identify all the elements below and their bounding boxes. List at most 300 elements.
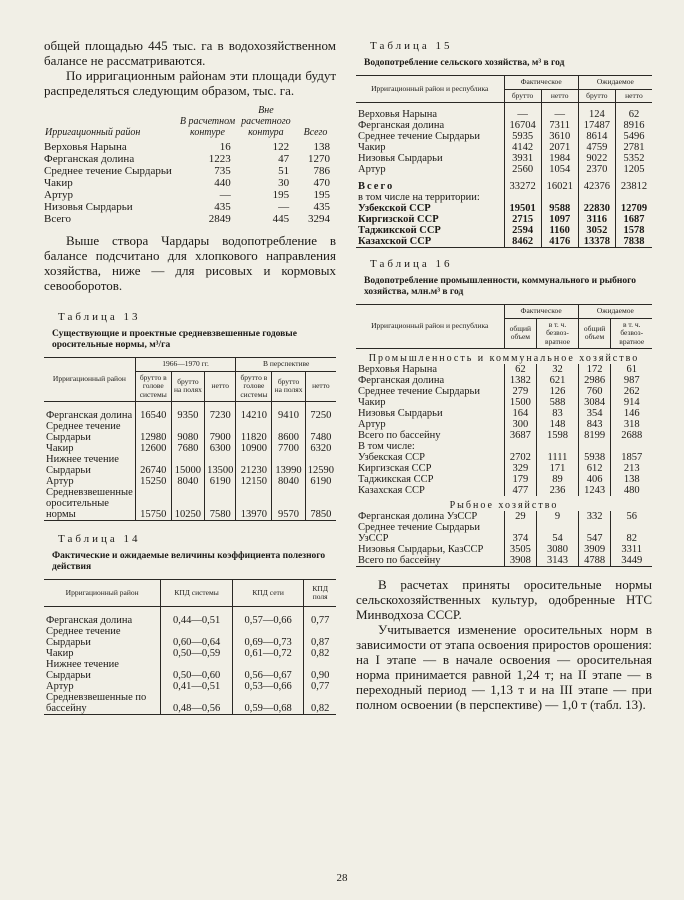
cell-value: 262 [611,386,652,397]
row-label: Киргизской ССР [358,214,439,225]
cell-value: 122 [272,141,290,153]
t14-col: КПД сети [232,580,304,607]
cell-value: 435 [214,201,231,213]
table-16 [356,304,652,567]
cell-value: 3311 [611,544,652,555]
row-label: Всего [44,213,71,225]
row-label: Всего [358,181,395,192]
cell-value: 1111 [537,452,579,463]
row-label: Ферганская долина [46,410,133,421]
cell-value: 0,77 [304,681,336,692]
t16-group-1: Фактическое [504,305,578,319]
cell-value: 9588 [541,203,578,214]
cell-value: 236 [537,485,579,496]
table-row [356,375,652,386]
cell-value: 7230 [205,402,236,422]
cell-value: 3505 [504,544,537,555]
cell-value: — [219,189,231,201]
table-row [356,419,652,430]
table-row [356,386,652,397]
cell-value: 17487 [578,120,615,131]
paragraph-3: Выше створа Чардары водопотребление в балансе подсчитано для хлопкового направления хозяйства, ниже — для рисовых и кормовых севооборотов. [44,233,336,293]
table-row [356,463,652,474]
row-label: Всего по бассейну [358,430,441,441]
table-row [44,201,336,213]
cell-value: 12150 [236,476,272,487]
cell-value: 15250 [135,476,171,487]
table-row [356,164,652,175]
cell-value: 47 [278,153,290,165]
cell-value: 62 [615,103,652,121]
cell-value: 16 [219,141,231,153]
cell-value: 7838 [615,236,652,248]
cell-value: 0,50—0,59 [161,648,233,659]
t15-col-head: Ирригационный район и республика [356,76,504,103]
cell-value: 10250 [171,487,204,521]
t16-col-head: Ирригационный район и республика [356,305,504,349]
row-label: Среднее течение Сырдарьи [46,421,121,443]
table-row [44,487,336,521]
cell-value: 7311 [541,120,578,131]
table-row [356,555,652,567]
table-row [356,364,652,375]
cell-value: 16704 [504,120,541,131]
cell-value: 8199 [578,430,611,441]
cell-value: 0,90 [304,659,336,681]
cell-value: 987 [611,375,652,386]
cell-value: 1160 [541,225,578,236]
table-15-body [356,103,652,248]
cell-value: 332 [578,511,611,522]
row-label: Чакир [46,443,74,454]
cell-value: 3908 [504,555,537,567]
cell-value: 2986 [578,375,611,386]
table-row [356,142,652,153]
cell-value: 2071 [541,142,578,153]
cell-value: 148 [537,419,579,430]
cell-value: 62 [504,364,537,375]
cell-value: 6190 [305,476,336,487]
cell-value: 760 [578,386,611,397]
cell-value: 786 [313,165,330,177]
cell-value: 12709 [615,203,652,214]
left-column [44,38,336,715]
table-15 [356,75,652,248]
cell-value: — [541,103,578,121]
t16-sub: общий объем [578,318,611,349]
table-row [356,408,652,419]
cell-value: 2715 [504,214,541,225]
row-label: Артур [46,681,74,692]
paragraph-5: Учитывается изменение оросительных норм в зависимости от этапа освоения приростов орошения: на I этапе — в начале освоения — оросительная норма принимается равной 1,24 т; на II этапе — в переходный период — 1,13 т и на III этапе — при полном освоении (в перспективе) — 1,0 т (табл. 13). [356,622,652,712]
cell-value: 2849 [208,213,231,225]
table-15-title: Водопотребление сельского хозяйства, м³ в год [364,58,565,68]
cell-value: 435 [313,201,330,213]
row-label: Среднее течение Сырдарьи [358,131,480,142]
table-14-title: Фактические и ожидаемые величины коэффициента полезного действия [52,551,326,572]
cell-value: 1097 [541,214,578,225]
table-row [44,659,336,681]
cell-value: 56 [611,511,652,522]
cell-value: 195 [272,189,290,201]
area-table-body [44,141,336,225]
table-row [44,443,336,454]
cell-value: 588 [537,397,579,408]
cell-value: 1270 [308,153,330,165]
cell-value: 164 [504,408,537,419]
table-row [44,189,336,201]
area-col-total: Всего [303,127,328,138]
cell-value: 2370 [578,164,615,175]
cell-value: 179 [504,474,537,485]
table-row [44,213,336,225]
cell-value: 4142 [504,142,541,153]
row-label: Верховья Нарына [358,364,438,375]
row-label: Чакир [358,397,386,408]
total-row [356,175,652,192]
cell-value: 547 [578,522,611,544]
area-col-inside: В расчетном контуре [179,116,236,138]
empty-cell [504,192,541,203]
table-16-label: Таблица 16 [370,258,453,270]
table-row [44,165,336,177]
t13-sub: брутто в голове системы [236,371,272,402]
cell-value: 15000 [171,454,204,476]
cell-value: 4788 [578,555,611,567]
cell-value: 10900 [236,443,272,454]
cell-value: 26740 [135,454,171,476]
empty-cell [578,441,611,452]
cell-value: 300 [504,419,537,430]
cell-value: 172 [578,364,611,375]
row-label: Средневзвешенные оросительные нормы [46,487,133,520]
t13-group-2: В перспективе [236,358,336,372]
row-label: Нижнее течение Сырдарьи [46,659,119,681]
cell-value: 7480 [305,421,336,443]
cell-value: 83 [537,408,579,419]
cell-value: 0,57—0,66 [232,607,304,627]
cell-value: 0,59—0,68 [232,692,304,715]
cell-value: 138 [611,474,652,485]
row-label: Среднее течение Сырдарьи [358,386,480,397]
table-16-body [356,349,652,567]
cell-value: 7680 [171,443,204,454]
table-row [44,177,336,189]
t15-sub: брутто [504,89,541,103]
row-label: Узбекская ССР [358,452,425,463]
row-label: Низовья Сырдарьи, КазССР [358,544,484,555]
cell-value: 279 [504,386,537,397]
cell-value: 124 [578,103,615,121]
table-16-title: Водопотребление промышленности, коммунального и рыбного хозяйства, млн.м³ в год [364,276,636,297]
cell-value: 8600 [272,421,305,443]
row-label: Таджикской ССР [358,225,441,236]
cell-value: 843 [578,419,611,430]
cell-value: 7900 [205,421,236,443]
cell-value: 612 [578,463,611,474]
table-row [356,131,652,142]
cell-value: 171 [537,463,579,474]
paragraph-2: По ирригационным районам эти площади будут распределяться следующим образом, тыс. га. [44,68,336,98]
cell-value: 13378 [578,236,615,248]
table-row [356,120,652,131]
cell-value: 1223 [208,153,231,165]
cell-value: 1687 [615,214,652,225]
cell-value: 3080 [537,544,579,555]
table-13 [44,357,336,521]
cell-value: 195 [313,189,330,201]
t14-col-head: Ирригационный район [44,580,161,607]
cell-value: 8462 [504,236,541,248]
t15-sub: нетто [541,89,578,103]
row-label: Верховья Нарына [44,141,127,153]
cell-value: 440 [214,177,231,189]
cell-value: 6190 [205,476,236,487]
cell-value: 126 [537,386,579,397]
t13-sub: нетто [305,371,336,402]
row-label: Чакир [44,177,73,189]
row-label: Казахская ССР [358,485,425,496]
t16-sub: в т. ч. безвозвратное [537,318,579,349]
row-label: Ферганская долина [358,375,445,386]
cell-value: 621 [537,375,579,386]
t16-sub: общий объем [504,318,537,349]
empty-cell [615,192,652,203]
cell-value: 445 [272,213,290,225]
cell-value: 3052 [578,225,615,236]
t13-sub: брутто в голове системы [135,371,171,402]
table-row [44,681,336,692]
cell-value: 16021 [541,175,578,192]
cell-value: 82 [611,522,652,544]
subheading-row [356,441,652,452]
cell-value: — [504,103,541,121]
cell-value: 16540 [135,402,171,422]
subheading: В том числе: [358,441,415,452]
table-row [44,648,336,659]
cell-value: 1382 [504,375,537,386]
table-row [44,153,336,165]
empty-cell [611,441,652,452]
cell-value: 318 [611,419,652,430]
cell-value: 7700 [272,443,305,454]
table-14-label: Таблица 14 [58,533,141,545]
cell-value: 4759 [578,142,615,153]
t14-col: КПД системы [161,580,233,607]
cell-value: 1578 [615,225,652,236]
cell-value: 2594 [504,225,541,236]
cell-value: 213 [611,463,652,474]
area-col-outside: Вне расчетного контура [241,105,291,138]
cell-value: 30 [278,177,290,189]
table-row [356,522,652,544]
table-13-title: Существующие и проектные средневзвешенные годовые оросительные нормы, м³/га [52,329,297,350]
empty-cell [504,441,537,452]
table-row [356,474,652,485]
table-14 [44,579,336,715]
row-label: Ферганская долина [46,615,133,626]
empty-cell [537,441,579,452]
table-row [356,103,652,121]
table-row [356,203,652,214]
table-row [356,544,652,555]
cell-value: 2781 [615,142,652,153]
cell-value: 354 [578,408,611,419]
cell-value: 12590 [305,454,336,476]
table-row [44,141,336,153]
cell-value: 0,44—0,51 [161,607,233,627]
cell-value: 14210 [236,402,272,422]
row-label: Низовья Сырдарьи [358,153,443,164]
cell-value: 0,60—0,64 [161,626,233,648]
cell-value: 11820 [236,421,272,443]
cell-value: 9080 [171,421,204,443]
row-label: Нижнее течение Сырдарьи [46,454,119,476]
cell-value: 12600 [135,443,171,454]
section-heading: Промышленность и коммунальное хозяйство [368,353,640,364]
area-distribution-table [44,104,336,225]
cell-value: 3909 [578,544,611,555]
row-label: Среднее течение Сырдарьи [44,165,172,177]
row-label: Ферганская долина [44,153,135,165]
cell-value: 61 [611,364,652,375]
cell-value: 146 [611,408,652,419]
cell-value: 4176 [541,236,578,248]
cell-value: 1857 [611,452,652,463]
page-number: 28 [336,872,348,884]
table-13-label: Таблица 13 [58,311,141,323]
table-15-label: Таблица 15 [370,40,453,52]
cell-value: 1243 [578,485,611,496]
cell-value: 3687 [504,430,537,441]
cell-value: 374 [504,522,537,544]
row-label: Чакир [358,142,386,153]
empty-cell [541,192,578,203]
row-label: Казахской ССР [358,236,432,247]
row-label: Ферганская долина [358,120,445,131]
cell-value: 22830 [578,203,615,214]
cell-value: 3931 [504,153,541,164]
cell-value: 8614 [578,131,615,142]
table-row [356,511,652,522]
cell-value: 21230 [236,454,272,476]
table-row [356,236,652,248]
cell-value: 3116 [578,214,615,225]
table-row [44,626,336,648]
row-label: Артур [358,164,386,175]
right-column [356,38,652,712]
cell-value: 0,61—0,72 [232,648,304,659]
cell-value: 3610 [541,131,578,142]
row-label: Низовья Сырдарьи [44,201,133,213]
row-label: Низовья Сырдарьи [358,408,443,419]
cell-value: 0,48—0,56 [161,692,233,715]
cell-value: 9022 [578,153,615,164]
cell-value: 6300 [205,443,236,454]
row-label: Среднее течение Сырдарьи [46,626,121,648]
cell-value: 9570 [272,487,305,521]
cell-value: 5938 [578,452,611,463]
cell-value: 19501 [504,203,541,214]
t13-sub: брутто на полях [171,371,204,402]
cell-value: 5935 [504,131,541,142]
cell-value: 1984 [541,153,578,164]
table-row [356,485,652,496]
cell-value: 23812 [615,175,652,192]
cell-value: 33272 [504,175,541,192]
t15-group-2: Ожидаемое [578,76,652,90]
cell-value: 0,77 [304,607,336,627]
cell-value: 0,53—0,66 [232,681,304,692]
t14-col: КПД поля [304,580,336,607]
cell-value: 914 [611,397,652,408]
table-row [44,607,336,627]
row-label: Таджикская ССР [358,474,434,485]
table-row [356,452,652,463]
t13-sub: нетто [205,371,236,402]
cell-value: 9 [537,511,579,522]
t13-sub: брутто на полях [272,371,305,402]
cell-value: 735 [214,165,231,177]
cell-value: 8040 [272,476,305,487]
cell-value: 1598 [537,430,579,441]
t15-group-1: Фактическое [504,76,578,90]
cell-value: 480 [611,485,652,496]
cell-value: — [278,201,290,213]
row-label: Узбекской ССР [358,203,431,214]
table-row [356,225,652,236]
cell-value: 15750 [135,487,171,521]
table-row [44,454,336,476]
t16-sub: в т. ч. безвозвратное [611,318,652,349]
cell-value: 12980 [135,421,171,443]
cell-value: 13970 [236,487,272,521]
cell-value: 89 [537,474,579,485]
cell-value: 3449 [611,555,652,567]
t15-sub: нетто [615,89,652,103]
row-label: Всего по бассейну [358,555,441,566]
cell-value: 9410 [272,402,305,422]
row-label: Ферганская долина УзССР [358,511,478,522]
section-row [356,349,652,365]
cell-value: 32 [537,364,579,375]
row-label: Чакир [46,648,74,659]
cell-value: 8916 [615,120,652,131]
cell-value: 1054 [541,164,578,175]
cell-value: 2702 [504,452,537,463]
cell-value: 51 [278,165,290,177]
cell-value: 7250 [305,402,336,422]
t13-group-1: 1966—1970 гг. [135,358,236,372]
table-13-body [44,402,336,521]
cell-value: 406 [578,474,611,485]
cell-value: 329 [504,463,537,474]
cell-value: 0,82 [304,648,336,659]
cell-value: 0,87 [304,626,336,648]
cell-value: 2560 [504,164,541,175]
t13-col-head: Ирригационный район [44,358,135,402]
cell-value: 54 [537,522,579,544]
cell-value: 0,50—0,60 [161,659,233,681]
cell-value: 7850 [305,487,336,521]
cell-value: 29 [504,511,537,522]
row-label: Артур [46,476,74,487]
table-row [44,421,336,443]
cell-value: 3294 [308,213,330,225]
cell-value: 13990 [272,454,305,476]
cell-value: 42376 [578,175,615,192]
area-col-head: Ирригационный район [45,127,141,138]
